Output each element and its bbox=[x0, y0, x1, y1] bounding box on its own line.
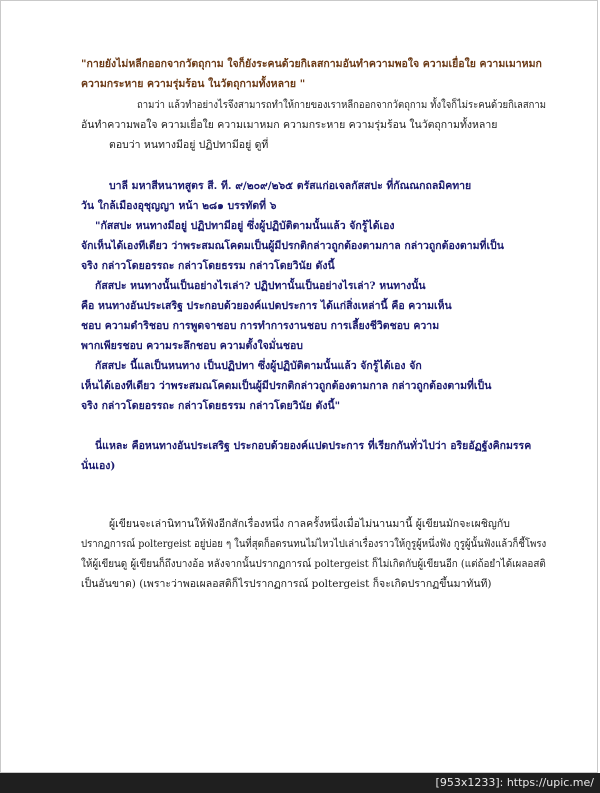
question-line: ถามว่า แล้วทำอย่างไรจึงสามารถทำให้กายของเราหลีกออกจากวัตถุกาม ทั้งใจก็ไม่ระคนด้วยกิเลสกาม bbox=[137, 99, 546, 111]
sutta-line: กัสสปะ นี้แลเป็นหนทาง เป็นปฏิปทา ซึ่งผู้ปฏิบัติตามนั้นแล้ว จักรู้ได้เอง จัก bbox=[95, 360, 422, 372]
sutta-line: จริง กล่าวโดยอรรถะ กล่าวโดยธรรม กล่าวโดยวินัย ดังนี้ bbox=[81, 260, 335, 272]
sutta-line: "กัสสปะ หนทางมีอยู่ ปฏิปทามีอยู่ ซึ่งผู้ปฏิบัติตามนั้นแล้ว จักรู้ได้เอง bbox=[95, 220, 395, 232]
sutta-line: คือ หนทางอันประเสริฐ ประกอบด้วยองค์แปดประการ ได้แก่สิ่งเหล่านี้ คือ ความเห็น bbox=[81, 300, 452, 312]
sutta-line: กัสสปะ หนทางนั้นเป็นอย่างไรเล่า? ปฏิปทานั้นเป็นอย่างไรเล่า? หนทางนั้น bbox=[95, 280, 426, 292]
reference-line: บาลี มหาสีหนาทสูตร สี. ที. ๙/๒๐๙/๒๖๕ ตรัสแก่อเจลกัสสปะ ที่กัณณกถลมิคทาย bbox=[109, 180, 472, 192]
quote-line: ความกระหาย ความรุ่มร้อน ในวัตถุกามทั้งหลาย " bbox=[81, 78, 306, 90]
story-line: ให้ผู้เขียนดู ผู้เขียนก็ถึงบางอ้อ หลังจากนั้นปรากฏการณ์ poltergeist ก็ไม่เกิดกับผู้เขียนอีก (แต่ถ้อยำได้เผลอสติ bbox=[81, 558, 546, 570]
sutta-line: จริง กล่าวโดยอรรถะ กล่าวโดยธรรม กล่าวโดยวินัย ดังนี้" bbox=[81, 400, 341, 412]
sutta-line: พากเพียรชอบ ความระลึกชอบ ความตั้งใจมั่นชอบ bbox=[81, 340, 303, 352]
sutta-line: จักเห็นได้เองทีเดียว ว่าพระสมณโคดมเป็นผู้มีปรกติกล่าวถูกต้องตามกาล กล่าวถูกต้องตามที่เป็น bbox=[81, 240, 504, 252]
sutta-line: เห็นได้เองทีเดียว ว่าพระสมณโคดมเป็นผู้มีปรกติกล่าวถูกต้องตามกาล กล่าวถูกต้องตามที่เป็น bbox=[81, 380, 492, 392]
sutta-line: ชอบ ความดำริชอบ การพูดจาชอบ การทำการงานชอบ การเลี้ยงชีวิตชอบ ความ bbox=[81, 320, 440, 332]
quote-line: "กายยังไม่หลีกออกจากวัตถุกาม ใจก็ยังระคนด้วยกิเลสกามอันทำความพอใจ ความเยื่อใย ความเมาหมก bbox=[81, 58, 542, 70]
question-line: อันทำความพอใจ ความเยื่อใย ความเมาหมก ความกระหาย ความรุ่มร้อน ในวัตถุกามทั้งหลาย bbox=[81, 119, 498, 131]
watermark-bar bbox=[0, 773, 600, 793]
story-line: ปรากฏการณ์ poltergeist อยู่บ่อย ๆ ในที่สุดก็อดรนทนไม่ไหวไปเล่าเรื่องราวให้กูรูผู้หนึ่งฟัง กูรูผู้นั้นฟังแล้วก็ชี้โพรง bbox=[81, 538, 547, 550]
reference-line: วัน ใกล้เมืองอุชุญญา หน้า ๒๘๑ บรรทัดที่ ๖ bbox=[81, 200, 277, 212]
answer-line: ตอบว่า หนทางมีอยู่ ปฏิปทามีอยู่ ดูที่ bbox=[109, 139, 269, 151]
conclusion-line: นี่แหละ คือหนทางอันประเสริฐ ประกอบด้วยองค์แปดประการ ที่เรียกกันทั่วไปว่า อริยอัฏฐังคิกมรรค bbox=[95, 440, 532, 452]
story-line: ผู้เขียนจะเล่านิทานให้ฟังอีกสักเรื่องหนึ่ง กาลครั้งหนึ่งเมื่อไม่นานมานี้ ผู้เขียนมักจะเผชิญกับ bbox=[109, 518, 510, 530]
story-line: เป็นอันขาด) (เพราะว่าพอเผลอสติก็ไรปรากฏการณ์ poltergeist ก็จะเกิดปรากฏขึ้นมาทันที) bbox=[81, 578, 492, 590]
watermark-text: [953x1233]: https://upic.me/ bbox=[435, 776, 594, 789]
conclusion-line: นั่นเอง) bbox=[81, 460, 116, 472]
